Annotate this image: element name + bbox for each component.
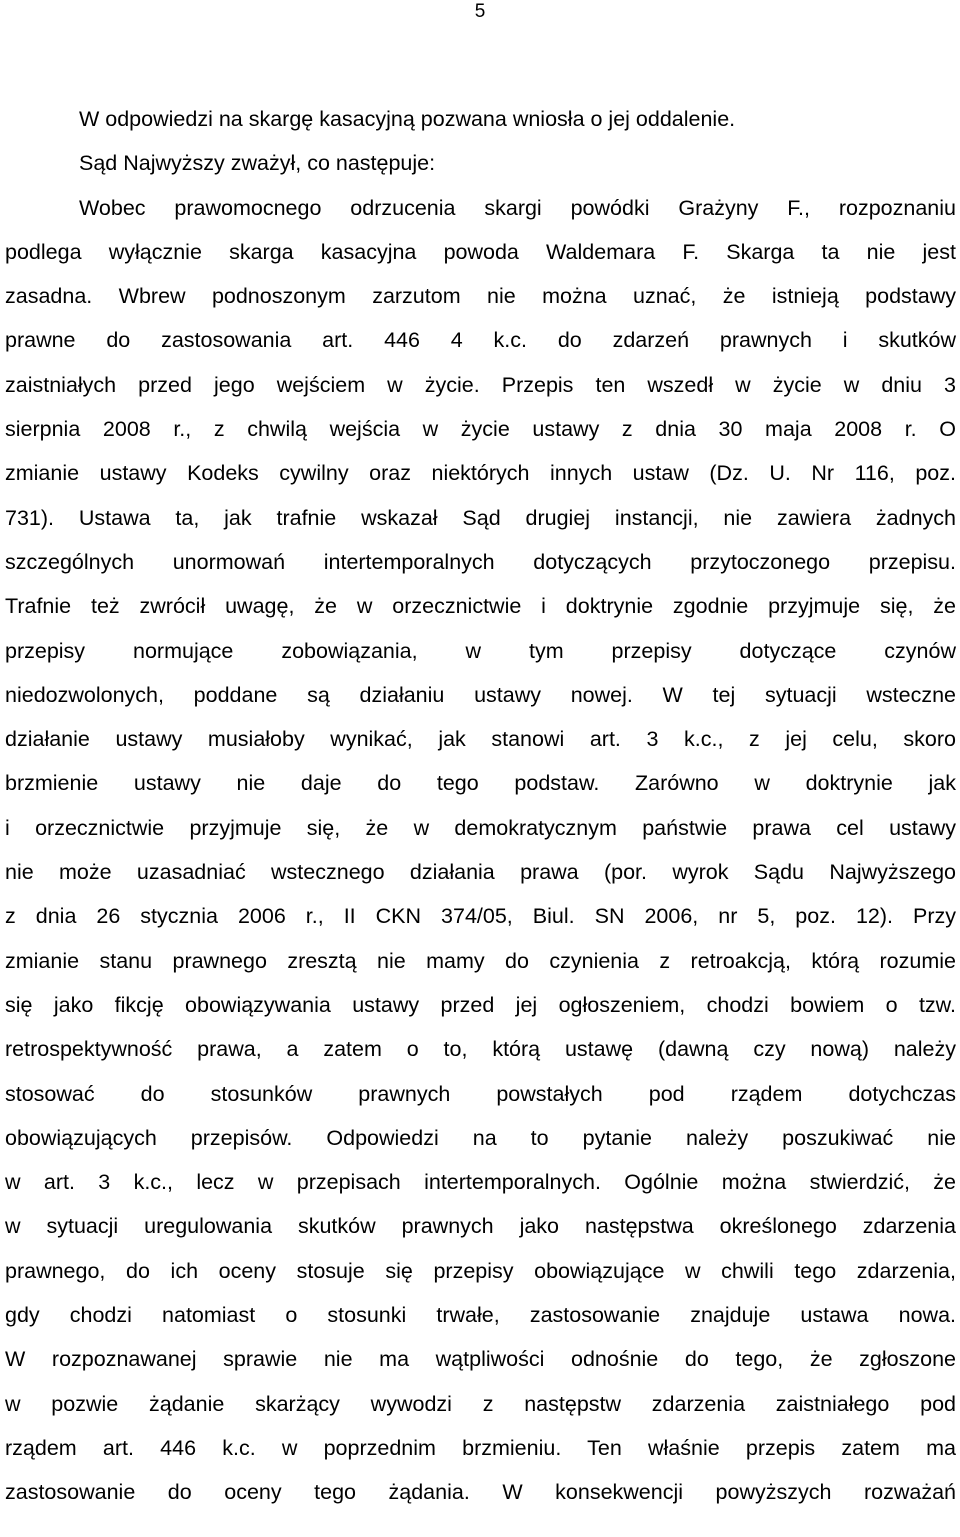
text-line: podlega wyłącznie skarga kasacyjna powoda Waldemara F. Skarga ta nie jest (5, 239, 956, 264)
text-line: Trafnie też zwrócił uwagę, że w orzecznictwie i doktrynie zgodnie przyjmuje się, że (5, 594, 956, 619)
text-line: sierpnia 2008 r., z chwilą wejścia w życie ustawy z dnia 30 maja 2008 r. O (5, 417, 956, 442)
text-line: niedozwolonych, poddane są działaniu ustawy nowej. W tej sytuacji wsteczne (5, 682, 956, 707)
text-line: zasadna. Wbrew podnoszonym zarzutom nie można uznać, że istnieją podstawy (5, 284, 956, 309)
text-line: się jako fikcję obowiązywania ustawy przed jej ogłoszeniem, chodzi bowiem o tzw. (5, 992, 956, 1017)
document-body (5, 97, 956, 1515)
text-line: stosować do stosunków prawnych powstałych pod rządem dotychczas (5, 1081, 956, 1106)
text-line: szczególnych unormowań intertemporalnych dotyczących przytoczonego przepisu. (5, 549, 956, 574)
text-line: i orzecznictwie przyjmuje się, że w demokratycznym państwie prawa cel ustawy (5, 815, 956, 840)
text-line: W odpowiedzi na skargę kasacyjną pozwana wniosła o jej oddalenie. (79, 107, 736, 131)
text-line: W rozpoznawanej sprawie nie ma wątpliwości odnośnie do tego, że zgłoszone (5, 1347, 956, 1372)
text-line: nie może uzasadniać wstecznego działania prawa (por. wyrok Sądu Najwyższego (5, 860, 956, 885)
page-number: 5 (474, 1, 486, 22)
text-line: retrospektywność prawa, a zatem o to, którą ustawę (dawną czy nową) należy (5, 1037, 956, 1062)
text-line: Wobec prawomocnego odrzucenia skargi powódki Grażyny F., rozpoznaniu (79, 195, 956, 220)
text-line: w pozwie żądanie skarżący wywodzi z następstw zdarzenia zaistniałego pod (5, 1391, 956, 1416)
text-line: zmianie ustawy Kodeks cywilny oraz niektórych innych ustaw (Dz. U. Nr 116, poz. (5, 461, 956, 486)
text-line: 731). Ustawa ta, jak trafnie wskazał Sąd drugiej instancji, nie zawiera żadnych (5, 505, 956, 530)
text-line: brzmienie ustawy nie daje do tego podstaw. Zarówno w doktrynie jak (5, 771, 956, 796)
text-line: działanie ustawy musiałoby wynikać, jak stanowi art. 3 k.c., z jej celu, skoro (5, 727, 956, 752)
text-line: z dnia 26 stycznia 2006 r., II CKN 374/05, Biul. SN 2006, nr 5, poz. 12). Przy (5, 904, 956, 929)
text-line: prawnego, do ich oceny stosuje się przepisy obowiązujące w chwili tego zdarzenia, (5, 1258, 956, 1283)
text-line: zmianie stanu prawnego zresztą nie mamy do czynienia z retroakcją, którą rozumie (5, 948, 956, 973)
text-line: Sąd Najwyższy zważył, co następuje: (79, 151, 436, 176)
text-line: prawne do zastosowania art. 446 4 k.c. do zdarzeń prawnych i skutków (5, 328, 956, 353)
text-line: przepisy normujące zobowiązania, w tym przepisy dotyczące czynów (5, 638, 956, 663)
text-line: zastosowanie do oceny tego żądania. W konsekwencji powyższych rozważań (5, 1480, 956, 1505)
text-line: gdy chodzi natomiast o stosunki trwałe, zastosowanie znajduje ustawa nowa. (5, 1303, 956, 1328)
text-line: w sytuacji uregulowania skutków prawnych jako następstwa określonego zdarzenia (5, 1214, 956, 1239)
text-line: zaistniałych przed jego wejściem w życie. Przepis ten wszedł w życie w dniu 3 (5, 372, 956, 397)
text-line: obowiązujących przepisów. Odpowiedzi na to pytanie należy poszukiwać nie (5, 1125, 956, 1150)
text-line: w art. 3 k.c., lecz w przepisach intertemporalnych. Ogólnie można stwierdzić, że (5, 1170, 956, 1195)
text-line: rządem art. 446 k.c. w poprzednim brzmieniu. Ten właśnie przepis zatem ma (5, 1435, 956, 1460)
